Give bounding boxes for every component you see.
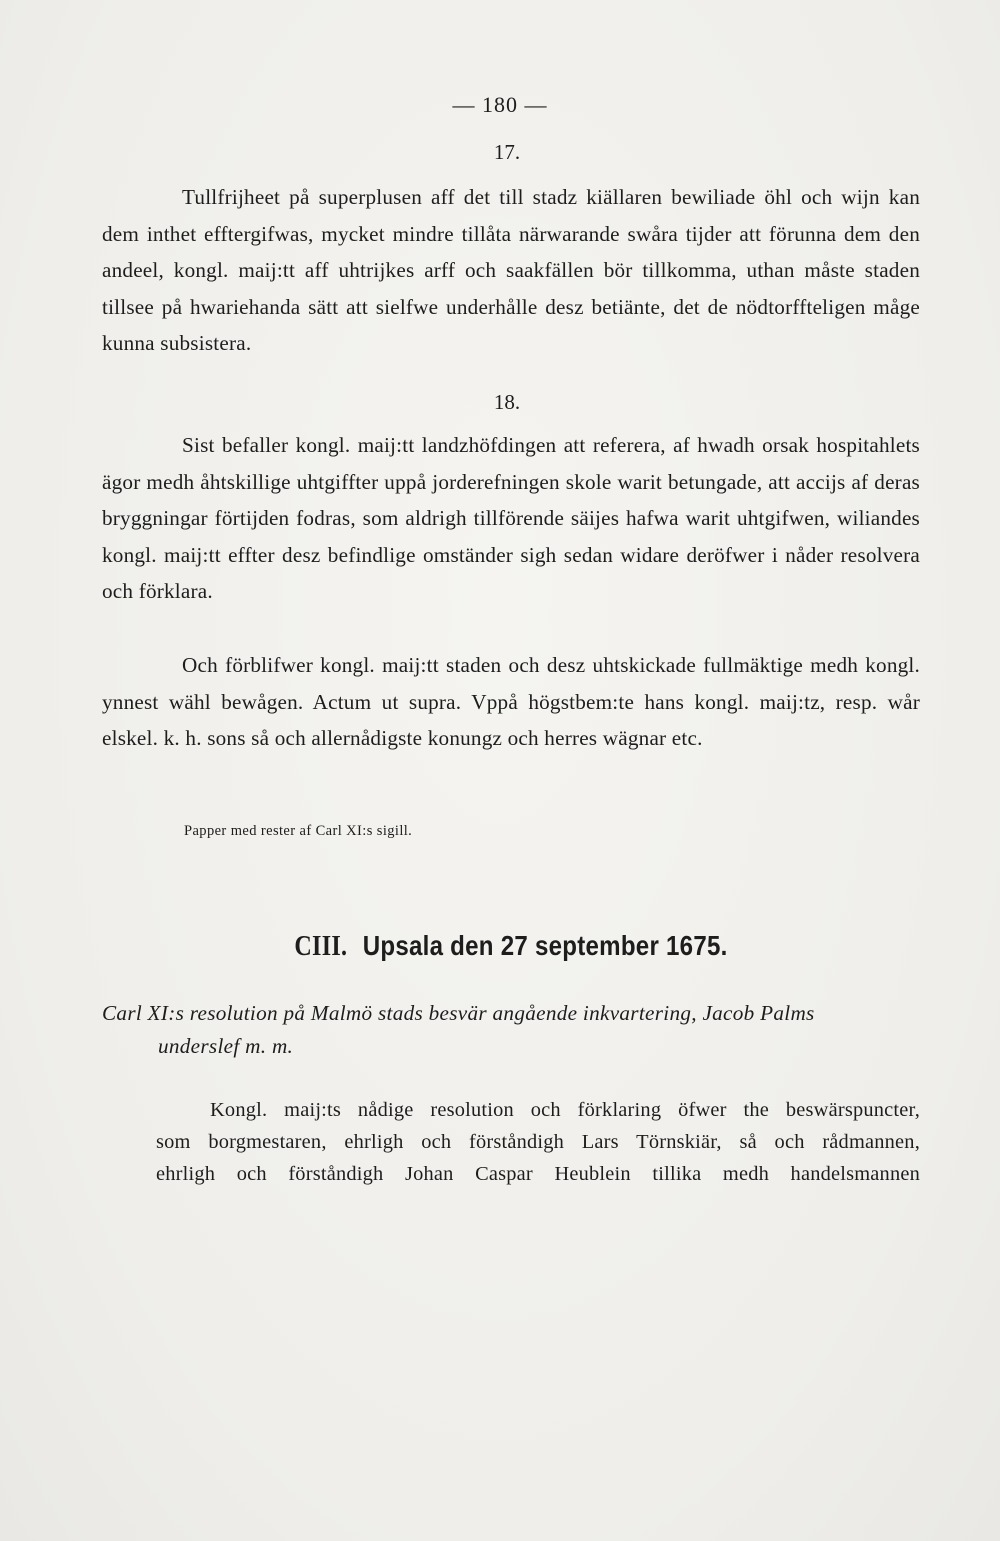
page-number: — 180 — [452,92,548,117]
document-subtitle [102,997,920,1063]
section-18-paragraph [102,427,920,610]
subtitle-line-1: Carl XI:s resolution på Malmö stads besvär angående inkvartering, Jacob Palms [102,1001,815,1025]
section-number-18: 18. [493,390,521,414]
document-text-line-3: ehrligh och förståndigh Johan Caspar Heublein tillika medh handelsmannen [156,1163,920,1185]
section-18-text: Sist befaller kongl. maij:tt landzhöfdingen att referera, af hwadh orsak hospitahlets ägor medh åhtskillige uhtgiffter uppå jorderefningen skole warit betungade, att accijs af deras bryggningar förtijden fodras, som aldrigh tillförende säijes hafwa warit uhtgifwen, wiliandes kongl. maij:tt effter desz befindlige omständer sigh sedan widare deröfwer i nåder resolvera och förklara. [102,433,920,604]
document-text [156,1094,920,1190]
document-number: CIII. [294,931,348,962]
seal-note: Papper med rester af Carl XI:s sigill. [184,823,413,839]
closing-paragraph [102,647,920,757]
section-17-text: Tullfrijheet på superplusen aff det till stadz kiällaren bewiliade öhl och wijn kan dem inthet efftergifwas, mycket mindre tillåta närwarande swåra tijder att förunna dem den andeel, kongl. maij:tt aff uhtrijkes arff och saakfällen bör tillkomma, uthan måste staden tillsee på hwariehanda sätt att sielfwe underhålle desz betiänte, det de nödtorffteligen måge kunna subsistera. [102,185,920,356]
subtitle-line-2: underslef m. m. [158,1034,294,1058]
document-text-line-1 [156,1094,920,1126]
document-text-line-2: som borgmestaren, ehrligh och förståndigh Lars Törnskiär, så och rådmannen, [156,1131,920,1153]
document-text-line-1-content: Kongl. maij:ts nådige resolution och förklaring öfwer the beswärspuncter, [210,1099,920,1121]
document-heading [72,930,951,963]
section-17-paragraph [102,179,920,362]
section-number-17: 17. [493,140,521,164]
closing-text: Och förblifwer kongl. maij:tt staden och desz uhtskickade fullmäktige medh kongl. ynnest wähl bewågen. Actum ut supra. Vppå högstbem:te hans kongl. maij:tz, resp. wår elskel. k. h. sons så och allernådigste konungz och herres wägnar etc. [102,653,920,751]
document-title: Upsala den 27 september 1675. [362,930,728,961]
